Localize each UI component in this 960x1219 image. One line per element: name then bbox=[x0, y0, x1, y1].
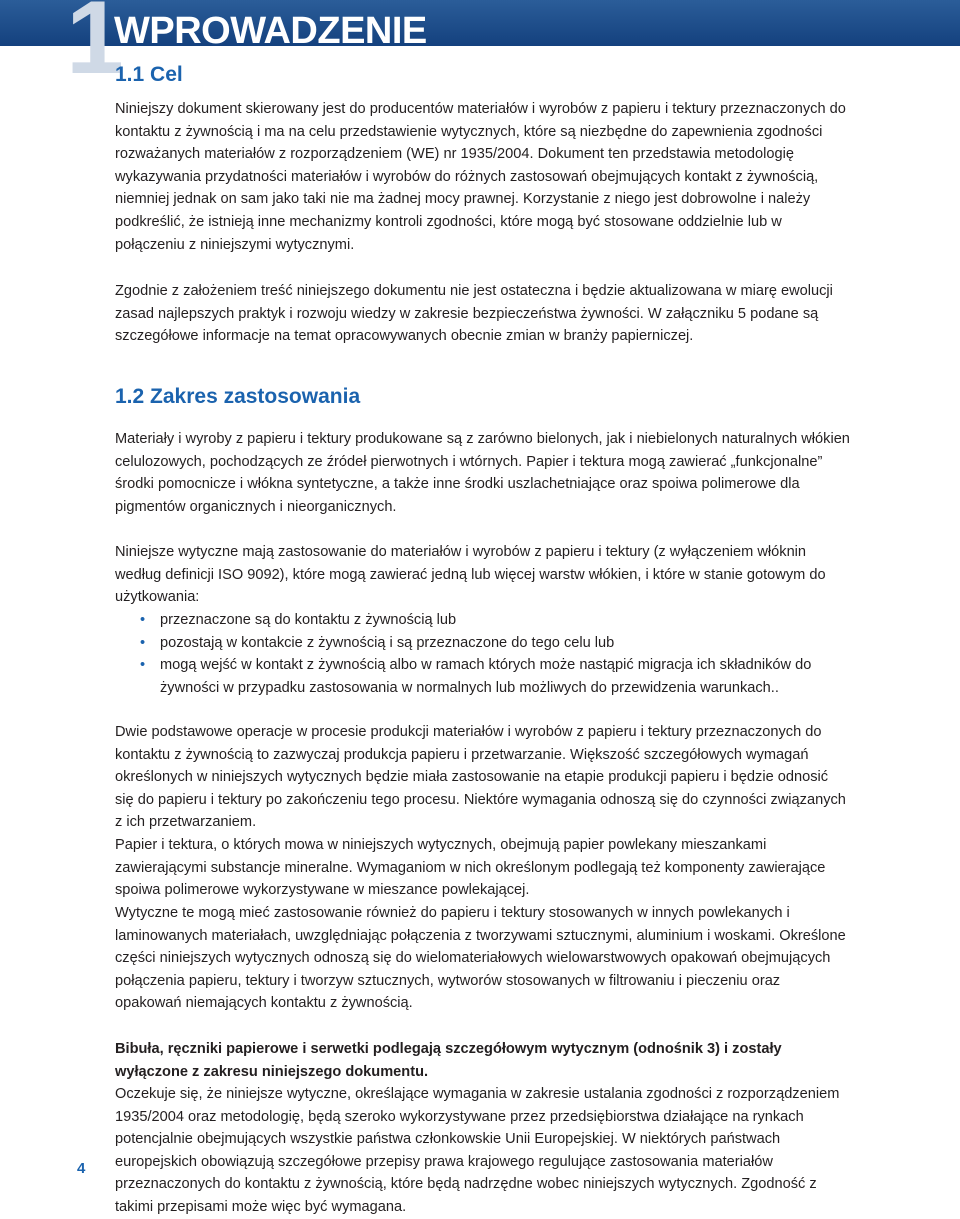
list-item-text: przeznaczone są do kontaktu z żywnością lub bbox=[160, 612, 457, 628]
bullet-list bbox=[115, 609, 850, 699]
list-item-text: pozostają w kontakcie z żywnością i są przeznaczone do tego celu lub bbox=[160, 634, 615, 651]
cel-paragraph-2: Zgodnie z założeniem treść niniejszego dokumentu nie jest ostateczna i będzie aktualizowana w miarę ewolucji zasad najlepszych praktyk i rozwoju wiedzy w zakresie bezpieczeństwa żywności. W załączniku 5 podane są szczegółowe informacje na temat opracowywanych obecnie zmian w branży papierniczej. bbox=[115, 283, 833, 345]
bullet-marker: • bbox=[140, 657, 146, 674]
bullet-marker: • bbox=[140, 634, 146, 651]
chapter-title: WPROWADZENIE bbox=[114, 10, 427, 52]
section-heading-zakres: 1.2 Zakres zastosowania bbox=[115, 385, 361, 408]
cel-paragraph-1: Niniejszy dokument skierowany jest do producentów materiałów i wyrobów z papieru i tektury przeznaczonych do kontaktu z żywnością i ma na celu przedstawienie wytycznych, które są niezbędne do zapewnienia zgodności rozważanych materiałów z rozporządzeniem (WE) nr 1935/2004. Dokument ten przedstawia metodologię wykazywania przydatności materiałów i wyrobów do różnych zastosowań obejmujących kontakt z żywnością, niemniej jednak on sam jako taki nie ma żadnej mocy prawnej. Korzystanie z niego jest dobrowolne i należy podkreślić, że istnieją inne mechanizmy kontroli zgodności, które mogą być stosowane oddzielnie lub w połączeniu z niniejszymi wytycznymi. bbox=[115, 101, 846, 253]
zakres-paragraph-7: Oczekuje się, że niniejsze wytyczne, określające wymagania w zakresie ustalania zgodności z rozporządzeniem 1935/2004 oraz metodologię, będą szeroko wykorzystywane przez przedsiębiorstwa działające na rynkach potencjalnie obejmujących wszystkie państwa członkowskie Unii Europejskiej. W niektórych państwach europejskich obowiązują szczegółowe przepisy prawa krajowego regulujące zastosowania materiałów przeznaczonych do kontaktu z żywnością, które będą nadrzędne wobec niniejszych wytycznych. Zgodność z takimi przepisami może więc być wymagana. bbox=[115, 1086, 840, 1215]
zakres-paragraph-5: Wytyczne te mogą mieć zastosowanie również do papieru i tektury stosowanych w innych powlekanych i laminowanych materiałach, uwzględniając połączenia z tworzywami sztucznymi, aluminium i woskami. Określone części niniejszych wytycznych odnoszą się do wielomateriałowych wielowarstwowych opakowań obejmujących połączenia papieru, tektury i tworzyw sztucznych, wytworów stosowanych w filtrowaniu i pieczeniu oraz opakowań niemających kontaktu z żywnością. bbox=[115, 905, 846, 1012]
zakres-paragraph-4: Papier i tektura, o których mowa w niniejszych wytycznych, obejmują papier powlekany mieszankami zawierającymi substancje mineralne. Wymaganiom w nich określonym podlegają też komponenty zawierające spoiwa polimerowe wykorzystywane w mieszance powlekającej. bbox=[115, 837, 826, 899]
list-item bbox=[115, 609, 850, 632]
list-item bbox=[115, 632, 850, 655]
zakres-paragraph-3: Dwie podstawowe operacje w procesie produkcji materiałów i wyrobów z papieru i tektury przeznaczonych do kontaktu z żywnością to zazwyczaj produkcja papieru i przetwarzanie. Większość szczegółowych wymagań określonych w niniejszych wytycznych będzie miała zastosowanie na etapie produkcji papieru i będzie odnosić się do papieru i tektury po zakończeniu tego procesu. Niektóre wymagania odnoszą się do czynności związanych z ich przetwarzaniem. bbox=[115, 724, 846, 831]
zakres-paragraph-2: Niniejsze wytyczne mają zastosowanie do materiałów i wyrobów z papieru i tektury (z wyłączeniem włóknin według definicji ISO 9092), które mogą zawierać jedną lub więcej warstw włókien, i które w stanie gotowym do użytkowania: bbox=[115, 544, 826, 606]
list-item bbox=[115, 654, 850, 699]
bullet-marker: • bbox=[140, 612, 146, 628]
page-number: 4 bbox=[77, 1160, 86, 1177]
chapter-number: 1 bbox=[66, 0, 121, 96]
zakres-paragraph-exclusion: Bibuła, ręczniki papierowe i serwetki podlegają szczegółowym wytycznym (odnośnik 3) i zostały wyłączone z zakresu niniejszego dokumentu. bbox=[115, 1041, 782, 1080]
zakres-paragraph-1: Materiały i wyroby z papieru i tektury produkowane są z zarówno bielonych, jak i niebielonych naturalnych włókien celulozowych, pochodzących ze źródeł pierwotnych i wtórnych. Papier i tektura mogą zawierać „funkcjonalne” środki pomocnicze i włókna syntetyczne, a także inne środki uszlachetniające oraz spoiwa polimerowe dla pigmentów organicznych i nieorganicznych. bbox=[115, 431, 850, 515]
list-item-text: mogą wejść w kontakt z żywnością albo w ramach których może nastąpić migracja ich składników do żywności w przypadku zastosowania w normalnych lub możliwych do przewidzenia warunkach.. bbox=[160, 657, 812, 696]
section-heading-cel: 1.1 Cel bbox=[115, 63, 183, 86]
